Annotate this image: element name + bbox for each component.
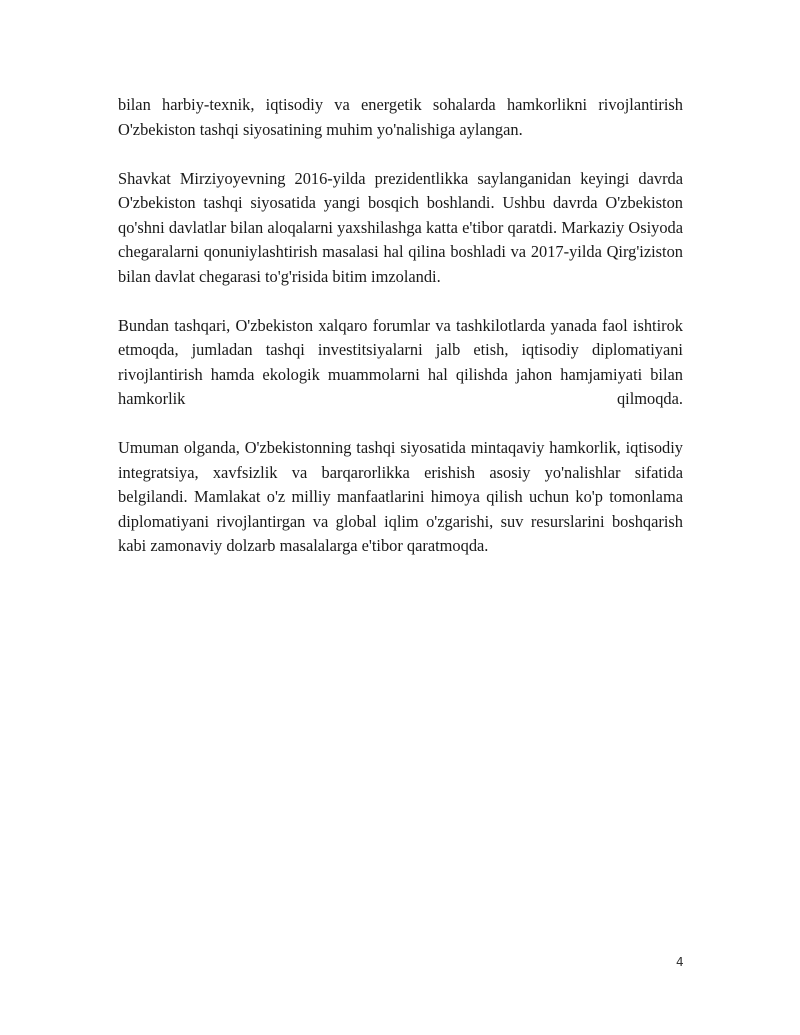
paragraph-1: bilan harbiy-texnik, iqtisodiy va energetik sohalarda hamkorlikni rivojlantirish O'zbekiston tashqi siyosatining muhim yo'nalishiga aylangan. — [118, 95, 683, 139]
paragraph-3: Bundan tashqari, O'zbekiston xalqaro forumlar va tashkilotlarda yanada faol ishtirok etmoqda, jumladan tashqi investitsiyalarni jalb etish, iqtisodiy diplomatiyani rivojlantirish hamda ekologik muammolarni hal qilishda jahon hamjamiyati bilan hamkorlik qilmoqda. — [118, 315, 683, 408]
paragraph-2: Shavkat Mirziyoyevning 2016-yilda prezidentlikka saylanganidan keyingi davrda O'zbekiston tashqi siyosatida yangi bosqich boshlandi. Ushbu davrda O'zbekiston qo'shni davlatlar bilan aloqalarni yaxshilashga katta e'tibor qaratdi. Markaziy Osiyoda chegaralarni qonuniylashtirish masalasi hal qilina boshladi va 2017-yilda Qirg'iziston bilan davlat chegarasi to'g'risida bitim imzolandi. — [118, 168, 683, 286]
paragraph-4: Umuman olganda, O'zbekistonning tashqi siyosatida mintaqaviy hamkorlik, iqtisodiy integratsiya, xavfsizlik va barqarorlikka erishish asosiy yo'nalishlar sifatida belgilandi. Mamlakat o'z milliy manfaatlarini himoya qilish uchun ko'p tomonlama diplomatiyani rivojlantirgan va global iqlim o'zgarishi, suv resurslarini boshqarish kabi zamonaviy dolzarb masalalarga e'tibor qaratmoqda. — [118, 438, 683, 555]
page-number: 4 — [676, 955, 684, 969]
body-text — [118, 93, 683, 583]
